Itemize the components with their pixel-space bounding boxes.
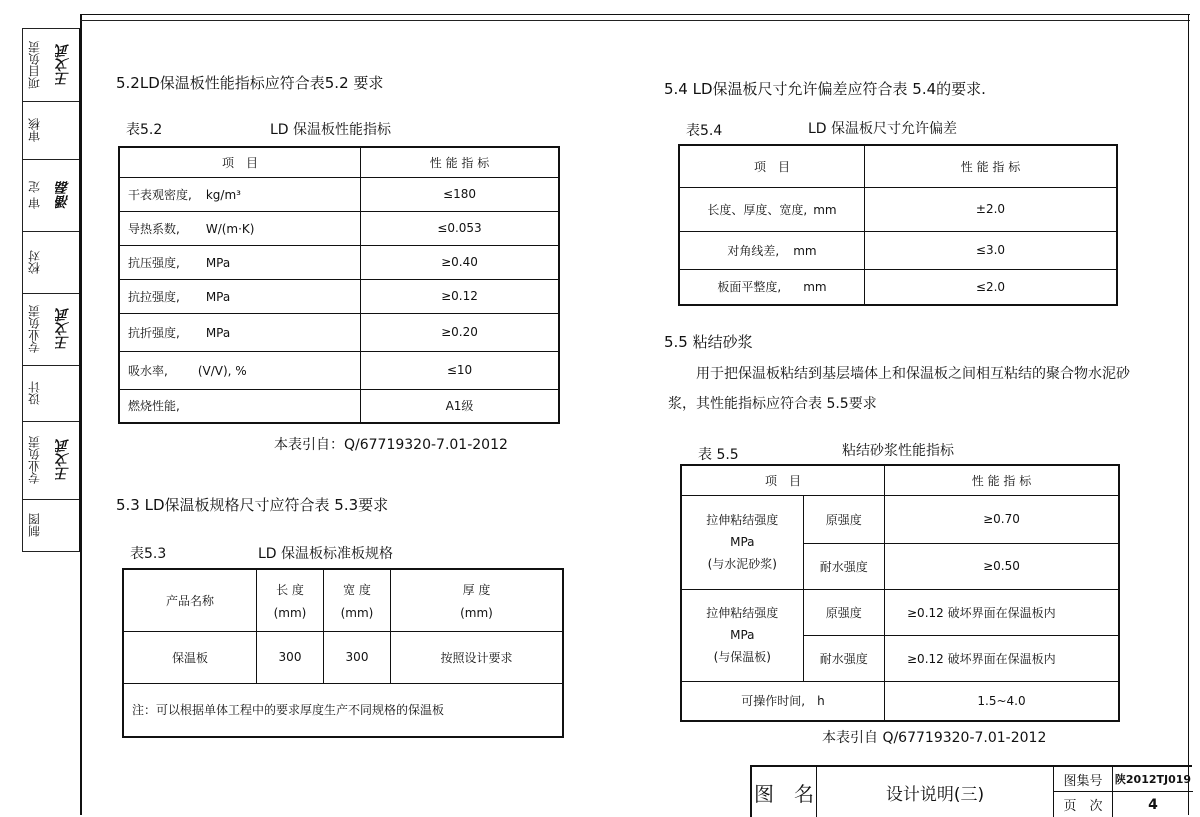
header-cell	[123, 569, 257, 631]
condition-cell: 原强度	[803, 589, 884, 635]
table-5-2-title: LD 保温板性能指标	[270, 122, 392, 138]
header-unit: (mm)	[340, 605, 374, 620]
note-cell: 注：可以根据单体工程中的要求厚度生产不同规格的保温板	[123, 683, 563, 737]
header-cell	[391, 569, 564, 631]
table-5-3	[122, 568, 564, 738]
table-5-2	[118, 146, 560, 424]
table-5-5	[680, 464, 1120, 722]
value-cell: ≥0.12 破坏界面在保温板内	[885, 635, 1120, 681]
section-5-4-heading: 5.4 LD保温板尺寸允许偏差应符合表 5.4的要求.	[664, 80, 986, 98]
strip-cell	[23, 499, 79, 551]
strip-label: 专业负责	[27, 305, 42, 353]
table-5-2-number: 表5.2	[126, 122, 163, 138]
table-row	[119, 211, 559, 245]
condition-cell: 耐水强度	[803, 543, 884, 589]
header-cell	[324, 569, 391, 631]
table-row	[123, 631, 563, 683]
item-name: 燃烧性能,	[128, 399, 180, 414]
table-5-5-source: 本表引自 Q/67719320-7.01-2012	[822, 730, 1047, 746]
page-number-label: 页 次	[1054, 792, 1113, 817]
drawing-name: 设计说明(三)	[817, 767, 1054, 817]
table-row	[679, 187, 1117, 231]
header-cell: 项 目	[681, 465, 885, 495]
table-row	[119, 351, 559, 389]
item-cell	[119, 351, 361, 389]
strip-signature: 王文武	[55, 44, 71, 86]
length-cell: 300	[257, 631, 324, 683]
item-cell	[119, 177, 361, 211]
header-main: 厚 度	[462, 582, 491, 597]
value-cell: ≤0.053	[361, 211, 560, 245]
group-label-unit: MPa	[730, 628, 755, 642]
header-cell: 项 目	[679, 145, 865, 187]
strip-cell	[23, 159, 79, 232]
item-unit: mm	[793, 243, 817, 258]
page-number: 4	[1148, 796, 1158, 813]
table-row	[679, 269, 1117, 305]
header-cell: 项 目	[119, 147, 361, 177]
strip-signature: 潘磊	[55, 181, 71, 209]
item-unit: h	[817, 694, 825, 709]
frame-right-border	[1188, 14, 1189, 815]
header-main: 产品名称	[165, 593, 214, 608]
strip-label: 校对	[27, 250, 42, 274]
table-5-5-title: 粘结砂浆性能指标	[842, 443, 954, 459]
approval-strip	[22, 28, 81, 552]
value-cell: ≤10	[361, 351, 560, 389]
value-cell: ≤2.0	[865, 269, 1118, 305]
strip-cell	[23, 293, 79, 366]
thickness-cell: 按照设计要求	[391, 631, 564, 683]
table-row	[119, 245, 559, 279]
table-5-2-source: 本表引自：Q/67719320-7.01-2012	[274, 437, 508, 453]
strip-signature: 王文武	[55, 308, 71, 350]
condition-cell: 原强度	[803, 495, 884, 543]
item-name: 对角线差,	[727, 243, 780, 258]
table-row	[681, 589, 1119, 635]
strip-cell	[23, 29, 79, 102]
header-cell: 性 能 指 标	[865, 145, 1118, 187]
item-name: 抗拉强度,	[128, 289, 180, 304]
group-label-line: (与水泥砂浆)	[707, 557, 777, 571]
header-unit: (mm)	[273, 605, 307, 620]
strip-signature: 王文武	[55, 439, 71, 481]
strip-label: 制图	[27, 513, 42, 537]
item-name: 抗折强度,	[128, 325, 180, 340]
table-header-row	[123, 569, 563, 631]
section-5-5-heading: 5.5 粘结砂浆	[664, 333, 753, 351]
atlas-number: 陕2012TJ019	[1113, 767, 1193, 792]
strip-label: 设计	[27, 381, 42, 405]
item-unit: MPa	[205, 289, 231, 304]
value-cell: ±2.0	[865, 187, 1118, 231]
table-5-4	[678, 144, 1118, 306]
item-name: 长度、厚度、宽度,	[707, 202, 808, 217]
table-5-4-number: 表5.4	[686, 123, 723, 139]
table-note-row	[123, 683, 563, 737]
strip-label: 审核	[27, 118, 42, 142]
table-row	[119, 389, 559, 423]
group-label-line: 拉伸粘结强度	[706, 513, 779, 527]
item-cell	[119, 389, 361, 423]
item-name: 吸水率,	[128, 363, 168, 378]
drawing-name-label: 图 名	[752, 767, 817, 817]
group-label-cell	[681, 589, 803, 681]
item-cell	[679, 187, 865, 231]
value-cell: ≥0.20	[361, 313, 560, 351]
table-5-5-number: 表 5.5	[698, 447, 739, 463]
value-cell: ≤3.0	[865, 231, 1118, 269]
condition-cell: 耐水强度	[803, 635, 884, 681]
strip-label: 专业负责	[27, 436, 42, 484]
section-5-3-heading: 5.3 LD保温板规格尺寸应符合表 5.3要求	[116, 496, 389, 514]
strip-label: 审 定	[27, 181, 42, 209]
section-5-2-heading: 5.2LD保温板性能指标应符合表5.2 要求	[116, 74, 384, 92]
value-cell: ≤180	[361, 177, 560, 211]
item-unit: mm	[803, 280, 827, 295]
item-unit: mm	[813, 202, 837, 217]
strip-cell	[23, 421, 79, 500]
strip-label: 项目负责	[27, 41, 42, 89]
item-unit: kg/m³	[205, 187, 241, 202]
item-cell	[679, 231, 865, 269]
item-unit: MPa	[205, 255, 231, 270]
group-label-line: (与保温板)	[713, 650, 771, 664]
table-row	[119, 279, 559, 313]
value-cell: ≥0.12 破坏界面在保温板内	[885, 589, 1120, 635]
item-cell	[119, 313, 361, 351]
frame-top-border-inner	[80, 20, 1190, 21]
item-cell	[119, 279, 361, 313]
value-cell: 1.5~4.0	[885, 681, 1120, 721]
table-header-row	[119, 147, 559, 177]
item-name: 可操作时间,	[741, 694, 806, 709]
group-label-line: 拉伸粘结强度	[706, 606, 779, 620]
table-row	[679, 231, 1117, 269]
width-cell: 300	[324, 631, 391, 683]
strip-cell	[23, 231, 79, 294]
item-name: 抗压强度,	[128, 255, 180, 270]
table-5-3-number: 表5.3	[130, 546, 167, 562]
table-header-row	[679, 145, 1117, 187]
table-5-3-title: LD 保温板标准板规格	[258, 546, 394, 562]
section-5-5-paragraph: 用于把保温板粘结到基层墙体上和保温板之间相互粘结的聚合物水泥砂浆，其性能指标应符合表 5.5要求	[668, 366, 1130, 412]
item-name: 干表观密度,	[128, 187, 192, 202]
group-label-cell	[681, 495, 803, 589]
product-cell: 保温板	[123, 631, 257, 683]
item-cell	[679, 269, 865, 305]
atlas-number-label: 图集号	[1054, 767, 1113, 792]
value-cell: ≥0.12	[361, 279, 560, 313]
header-cell: 性 能 指 标	[885, 465, 1120, 495]
header-unit: (mm)	[460, 605, 493, 620]
table-5-4-title: LD 保温板尺寸允许偏差	[808, 121, 958, 137]
table-row	[119, 313, 559, 351]
item-name: 板面平整度,	[717, 280, 782, 295]
title-block	[750, 765, 1192, 817]
item-cell	[681, 681, 885, 721]
group-label-unit: MPa	[730, 535, 755, 549]
strip-cell	[23, 365, 79, 422]
item-name: 导热系数,	[128, 221, 180, 236]
item-unit: MPa	[205, 325, 231, 340]
item-cell	[119, 245, 361, 279]
header-main: 宽 度	[343, 582, 371, 597]
item-unit: (V/V), %	[197, 363, 247, 378]
table-row	[681, 495, 1119, 543]
header-cell: 性 能 指 标	[361, 147, 560, 177]
table-header-row	[681, 465, 1119, 495]
item-cell	[119, 211, 361, 245]
header-main: 长 度	[276, 582, 304, 597]
header-cell	[257, 569, 324, 631]
strip-cell	[23, 101, 79, 160]
value-cell: ≥0.40	[361, 245, 560, 279]
value-cell: ≥0.50	[885, 543, 1120, 589]
value-cell: ≥0.70	[885, 495, 1120, 543]
table-row	[119, 177, 559, 211]
frame-top-border	[80, 14, 1190, 15]
table-row	[681, 681, 1119, 721]
value-cell: A1级	[361, 389, 560, 423]
item-unit: W/(m·K)	[205, 221, 255, 236]
